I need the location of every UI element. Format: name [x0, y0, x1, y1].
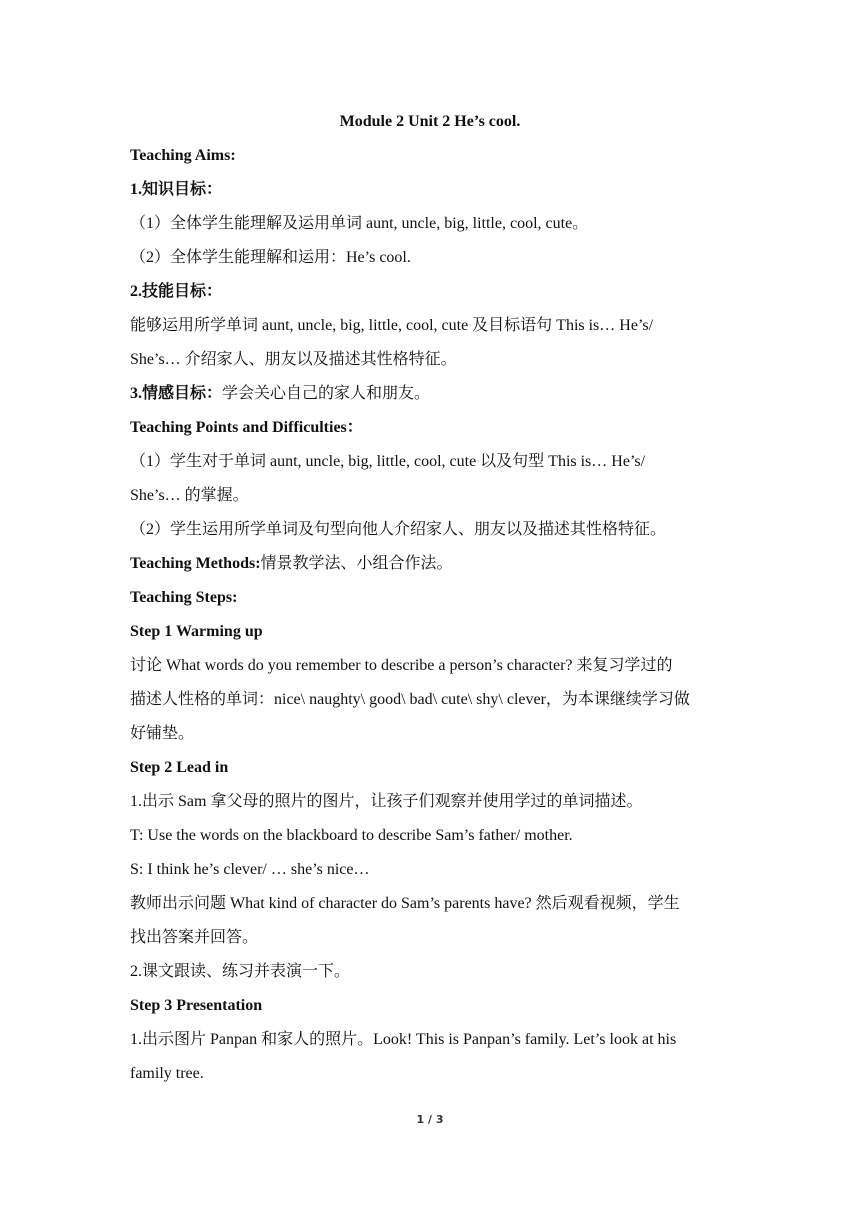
section-heading: Teaching Points and Difficulties：: [130, 419, 363, 436]
paragraph-line: She’s… 的掌握。: [130, 487, 249, 504]
paragraph-line: （1）学生对于单词 aunt, uncle, big, little, cool, cute 以及句型 This is… He’s/: [130, 453, 646, 470]
paragraph-line: She’s… 介绍家人、朋友以及描述其性格特征。: [130, 351, 457, 368]
paragraph-line: 好铺垫。: [130, 725, 195, 742]
paragraph-line: T: Use the words on the blackboard to describe Sam’s father/ mother.: [130, 827, 573, 844]
section-heading: 1.知识目标：: [130, 181, 223, 198]
paragraph-line: 2.课文跟读、练习并表演一下。: [130, 963, 351, 980]
paragraph-line: 描述人性格的单词：nice\ naughty\ good\ bad\ cute\ shy\ clever，为本课继续学习做: [130, 691, 690, 708]
paragraph-line: （2）学生运用所学单词及句型向他人介绍家人、朋友以及描述其性格特征。: [130, 521, 667, 538]
section-heading: 2.技能目标：: [130, 283, 223, 300]
paragraph-line: [130, 551, 732, 585]
inline-text: 情景教学法、小组合作法。: [260, 555, 453, 572]
section-heading: Teaching Aims:: [130, 147, 236, 164]
paragraph-line: 教师出示问题 What kind of character do Sam’s parents have? 然后观看视频，学生: [130, 895, 680, 912]
paragraph-line: 找出答案并回答。: [130, 929, 259, 946]
document-title: Module 2 Unit 2 He’s cool.: [339, 113, 521, 130]
paragraph-line: （2）全体学生能理解和运用：He’s cool.: [130, 249, 411, 266]
paragraph-line: family tree.: [130, 1065, 204, 1082]
paragraph-line: （1）全体学生能理解及运用单词 aunt, uncle, big, little, cool, cute。: [130, 215, 589, 232]
page-number: 1 / 3: [416, 1113, 444, 1126]
paragraph-line: 1.出示 Sam 拿父母的照片的图片，让孩子们观察并使用学过的单词描述。: [130, 793, 643, 810]
section-heading: Step 1 Warming up: [130, 623, 263, 640]
paragraph-line: S: I think he’s clever/ … she’s nice…: [130, 861, 370, 878]
paragraph-line: 1.出示图片 Panpan 和家人的照片。Look! This is Panpan’s family. Let’s look at his: [130, 1031, 677, 1048]
document-body: [130, 143, 732, 1095]
inline-heading: 3.情感目标：: [130, 385, 223, 402]
section-heading: Step 3 Presentation: [130, 997, 263, 1014]
paragraph-line: 讨论 What words do you remember to describe a person’s character? 来复习学过的: [130, 657, 673, 674]
paragraph-line: 能够运用所学单词 aunt, uncle, big, little, cool, cute 及目标语句 This is… He’s/: [130, 317, 654, 334]
inline-text: 学会关心自己的家人和朋友。: [222, 385, 431, 402]
section-heading: Step 2 Lead in: [130, 759, 229, 776]
section-heading: Teaching Steps:: [130, 589, 238, 606]
inline-heading: Teaching Methods:: [130, 555, 261, 572]
paragraph-line: [130, 381, 732, 415]
